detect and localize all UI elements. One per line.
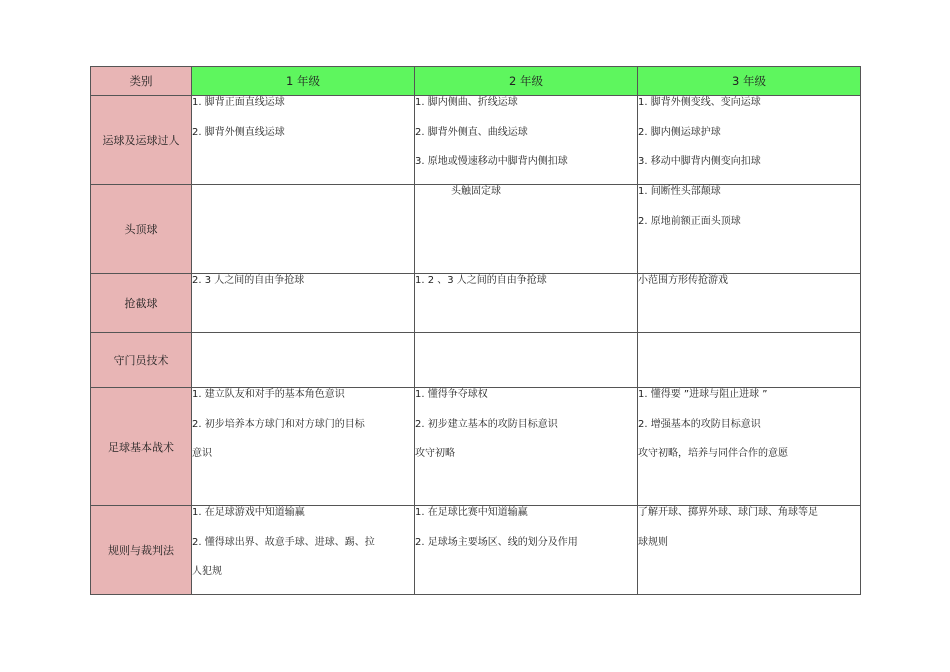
header-category: 类别: [91, 67, 192, 96]
cell-line: 头触固定球: [451, 186, 501, 197]
grade-3-cell: [638, 185, 861, 274]
cell-line: 1. 在足球游戏中知道输赢: [192, 507, 305, 518]
cell-line: 1. 懂得要 ”进球与阻止进球 ”: [638, 389, 768, 400]
cell-line: 3. 原地或慢速移动中脚背内侧扣球: [415, 156, 568, 167]
grade-3-cell: [638, 388, 861, 506]
row-category: 守门员技术: [91, 333, 192, 388]
header-row: [91, 67, 861, 96]
row-category: 头顶球: [91, 185, 192, 274]
cell-line: 1. 建立队友和对手的基本角色意识: [192, 389, 345, 400]
grade-1-cell: [192, 96, 415, 185]
curriculum-table: [90, 66, 861, 595]
cell-line: 2. 3 人之间的自由争抢球: [192, 275, 305, 286]
grade-3-cell: [638, 333, 861, 388]
cell-line: 1. 在足球比赛中知道输赢: [415, 507, 528, 518]
grade-1-cell: [192, 274, 415, 333]
cell-line: 1. 2 、3 人之间的自由争抢球: [415, 275, 547, 286]
cell-line: 攻守初略，培养与同伴合作的意愿: [638, 448, 788, 459]
cell-line: 2. 懂得球出界、故意手球、进球、踢、拉: [192, 536, 375, 548]
row-category: 足球基本战术: [91, 388, 192, 506]
row-category: 运球及运球过人: [91, 96, 192, 185]
cell-line: 1. 间断性头部颠球: [638, 186, 721, 197]
cell-line: 2. 增强基本的攻防目标意识: [638, 418, 761, 430]
table-row: [91, 388, 861, 506]
cell-line: 2. 足球场主要场区、线的划分及作用: [415, 536, 578, 548]
cell-line: 1. 脚背外侧变线、变向运球: [638, 97, 761, 108]
grade-1-cell: [192, 506, 415, 595]
table-row: [91, 185, 861, 274]
row-category: 抢截球: [91, 274, 192, 333]
cell-line: 1. 脚内侧曲、折线运球: [415, 97, 518, 108]
grade-1-cell: [192, 388, 415, 506]
grade-2-cell: [415, 388, 638, 506]
grade-2-cell: [415, 506, 638, 595]
cell-line: 1. 懂得争夺球权: [415, 389, 488, 400]
cell-line: 了解开球、掷界外球、球门球、角球等足: [638, 507, 818, 518]
grade-2-cell: [415, 333, 638, 388]
header-grade-2: 2 年级: [415, 67, 638, 96]
header-grade-3: 3 年级: [638, 67, 861, 96]
table-row: [91, 333, 861, 388]
table-row: [91, 96, 861, 185]
cell-line: 2. 脚背外侧直线运球: [192, 126, 285, 138]
cell-line: 1. 脚背正面直线运球: [192, 97, 285, 108]
grade-1-cell: [192, 333, 415, 388]
grade-2-cell: [415, 185, 638, 274]
grade-2-cell: [415, 274, 638, 333]
header-grade-1: 1 年级: [192, 67, 415, 96]
cell-line: 2. 脚背外侧直、曲线运球: [415, 126, 528, 138]
cell-line: 意识: [192, 448, 212, 459]
cell-line: 2. 脚内侧运球护球: [638, 126, 721, 138]
cell-line: 球规则: [638, 536, 668, 548]
cell-line: 小范围方形传抢游戏: [638, 275, 728, 286]
table-row: [91, 506, 861, 595]
cell-line: 人犯规: [192, 566, 222, 577]
cell-line: 2. 初步培养本方球门和对方球门的目标: [192, 418, 365, 430]
cell-line: 2. 原地前额正面头顶球: [638, 215, 741, 227]
grade-3-cell: [638, 274, 861, 333]
row-category: 规则与裁判法: [91, 506, 192, 595]
cell-line: 2. 初步建立基本的攻防目标意识: [415, 418, 558, 430]
cell-line: 3. 移动中脚背内侧变向扣球: [638, 156, 761, 167]
grade-3-cell: [638, 506, 861, 595]
grade-1-cell: [192, 185, 415, 274]
table-row: [91, 274, 861, 333]
grade-2-cell: [415, 96, 638, 185]
grade-3-cell: [638, 96, 861, 185]
cell-line: 攻守初略: [415, 448, 455, 459]
